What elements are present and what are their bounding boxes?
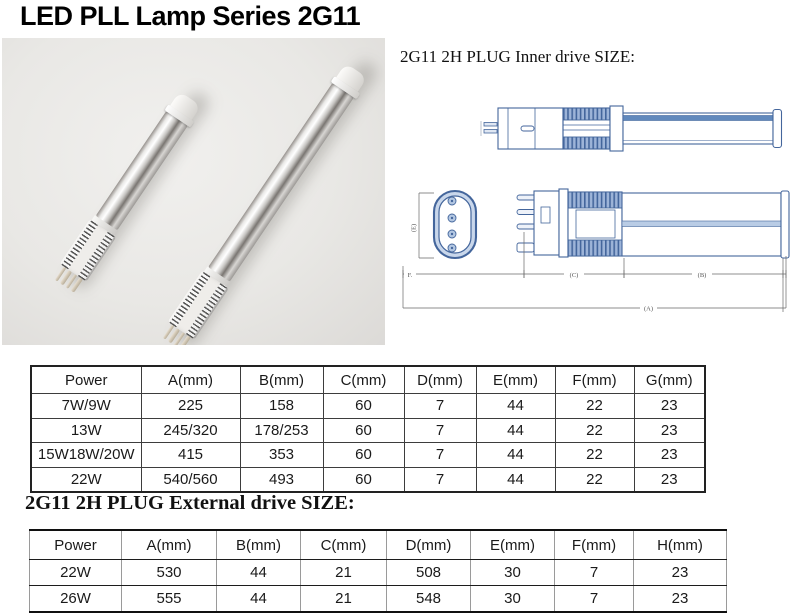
column-header: G(mm) [634,366,705,394]
table-cell: 7 [404,394,476,419]
table-cell: 415 [141,443,240,468]
drawing-side-view-bottom [517,189,789,258]
table-header-row [30,530,727,560]
column-header: B(mm) [217,530,301,560]
table-cell: 15W18W/20W [31,443,141,468]
column-header: F(mm) [555,530,634,560]
table-cell: 7W/9W [31,394,141,419]
table-cell: 30 [471,560,555,586]
drawing-end-view [434,191,476,258]
table-cell: 22W [31,467,141,492]
table-cell: 23 [634,394,705,419]
table-cell: 26W [30,586,122,613]
dim-label-segment-2: (C) [569,271,579,279]
table-cell: 178/253 [240,418,323,443]
drawing-side-view-top [481,106,782,151]
table-row [31,394,705,419]
table-cell: 7 [404,418,476,443]
external-drive-heading: 2G11 2H PLUG External drive SIZE: [25,492,355,514]
column-header: A(mm) [122,530,217,560]
column-header: E(mm) [476,366,555,394]
table-cell: 21 [301,586,387,613]
dim-label-overall: (A) [643,305,654,313]
column-header: Power [31,366,141,394]
table-cell: 22 [555,467,634,492]
column-header: C(mm) [323,366,404,394]
product-photo [2,38,385,345]
table-cell: 353 [240,443,323,468]
table-row [30,586,727,613]
table-cell: 548 [387,586,471,613]
column-header: E(mm) [471,530,555,560]
page-title: LED PLL Lamp Series 2G11 [20,1,361,31]
table-cell: 540/560 [141,467,240,492]
technical-drawing [395,80,800,325]
table-cell: 7 [555,560,634,586]
column-header: D(mm) [387,530,471,560]
table-row [31,418,705,443]
table-cell: 60 [323,443,404,468]
column-header: F(mm) [555,366,634,394]
lamp-short [51,86,207,295]
table-cell: 44 [476,394,555,419]
dim-label-segment-3: (B) [697,271,707,279]
table-cell: 555 [122,586,217,613]
table-row [31,443,705,468]
table-cell: 7 [404,443,476,468]
table-cell: 44 [217,560,301,586]
table-cell: 23 [634,467,705,492]
table-cell: 530 [122,560,217,586]
table-cell: 225 [141,394,240,419]
table-cell: 60 [323,467,404,492]
table-cell: 22 [555,394,634,419]
column-header: A(mm) [141,366,240,394]
table-row [31,467,705,492]
inner-drive-heading: 2G11 2H PLUG Inner drive SIZE: [400,47,635,66]
table-cell: 23 [634,418,705,443]
inner-drive-size-table [30,365,706,493]
table-cell: 44 [217,586,301,613]
table-cell: 7 [404,467,476,492]
table-cell: 22W [30,560,122,586]
table-cell: 22 [555,418,634,443]
lamp-tube [96,111,188,230]
column-header: C(mm) [301,530,387,560]
dim-label-end-height: (E) [410,223,418,233]
table-cell: 23 [634,586,727,613]
table-cell: 44 [476,418,555,443]
table-row [30,560,727,586]
table-cell: 44 [476,467,555,492]
table-cell: 508 [387,560,471,586]
table-cell: 23 [634,443,705,468]
table-cell: 30 [471,586,555,613]
column-header: H(mm) [634,530,727,560]
table-cell: 493 [240,467,323,492]
table-cell: 60 [323,418,404,443]
table-cell: 23 [634,560,727,586]
table-cell: 22 [555,443,634,468]
table-cell: 245/320 [141,418,240,443]
lamp-tube [208,83,354,282]
table-cell: 21 [301,560,387,586]
technical-drawing-svg [395,80,800,325]
table-cell: 7 [555,586,634,613]
column-header: Power [30,530,122,560]
table-cell: 44 [476,443,555,468]
table-cell: 158 [240,394,323,419]
table-header-row [31,366,705,394]
dim-label-segment-1: F. [407,271,413,279]
table-cell: 13W [31,418,141,443]
table-cell: 60 [323,394,404,419]
column-header: D(mm) [404,366,476,394]
column-header: B(mm) [240,366,323,394]
external-drive-size-table [29,529,727,613]
